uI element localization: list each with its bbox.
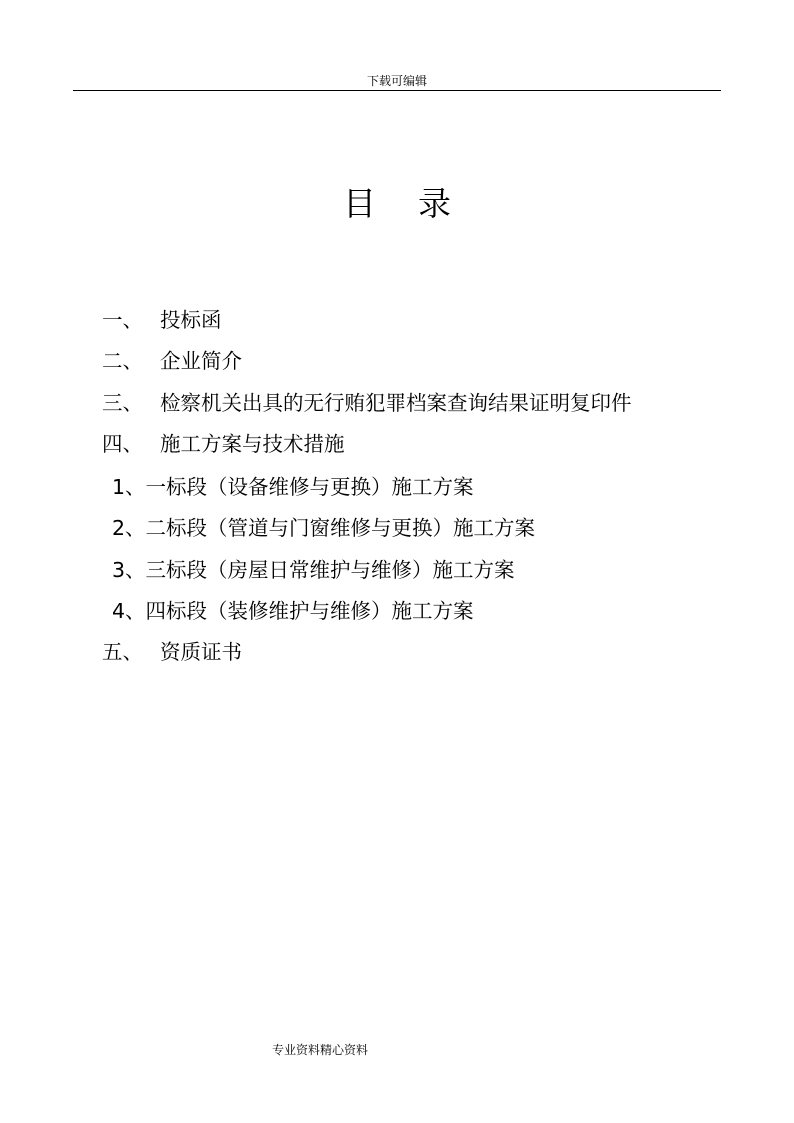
toc-subitem: 1、一标段（设备维修与更换）施工方案: [112, 475, 474, 499]
toc-item-label: 企业简介: [160, 349, 242, 373]
toc-item-label: 投标函: [160, 308, 222, 332]
toc-subitem: 4、四标段（装修维护与维修）施工方案: [112, 599, 474, 623]
toc-item-label: 施工方案与技术措施: [160, 432, 345, 456]
toc-subitem: 3、三标段（房屋日常维护与维修）施工方案: [112, 558, 515, 582]
toc-item-label: 检察机关出具的无行贿犯罪档案查询结果证明复印件: [160, 391, 632, 415]
toc-item-number: 一、: [102, 308, 143, 332]
toc-subitem: 2、二标段（管道与门窗维修与更换）施工方案: [112, 516, 536, 540]
toc-item-number: 三、: [102, 391, 143, 415]
title-char-2: 录: [418, 184, 451, 223]
toc-item-number: 二、: [102, 349, 143, 373]
toc-item-label: 资质证书: [160, 640, 242, 664]
toc-item-number: 五、: [102, 640, 143, 664]
toc-item-number: 四、: [102, 432, 143, 456]
title-char-1: 目: [343, 184, 376, 223]
page-header: 下载可编辑: [366, 74, 427, 88]
page-footer: 专业资料精心资料: [272, 1043, 369, 1057]
